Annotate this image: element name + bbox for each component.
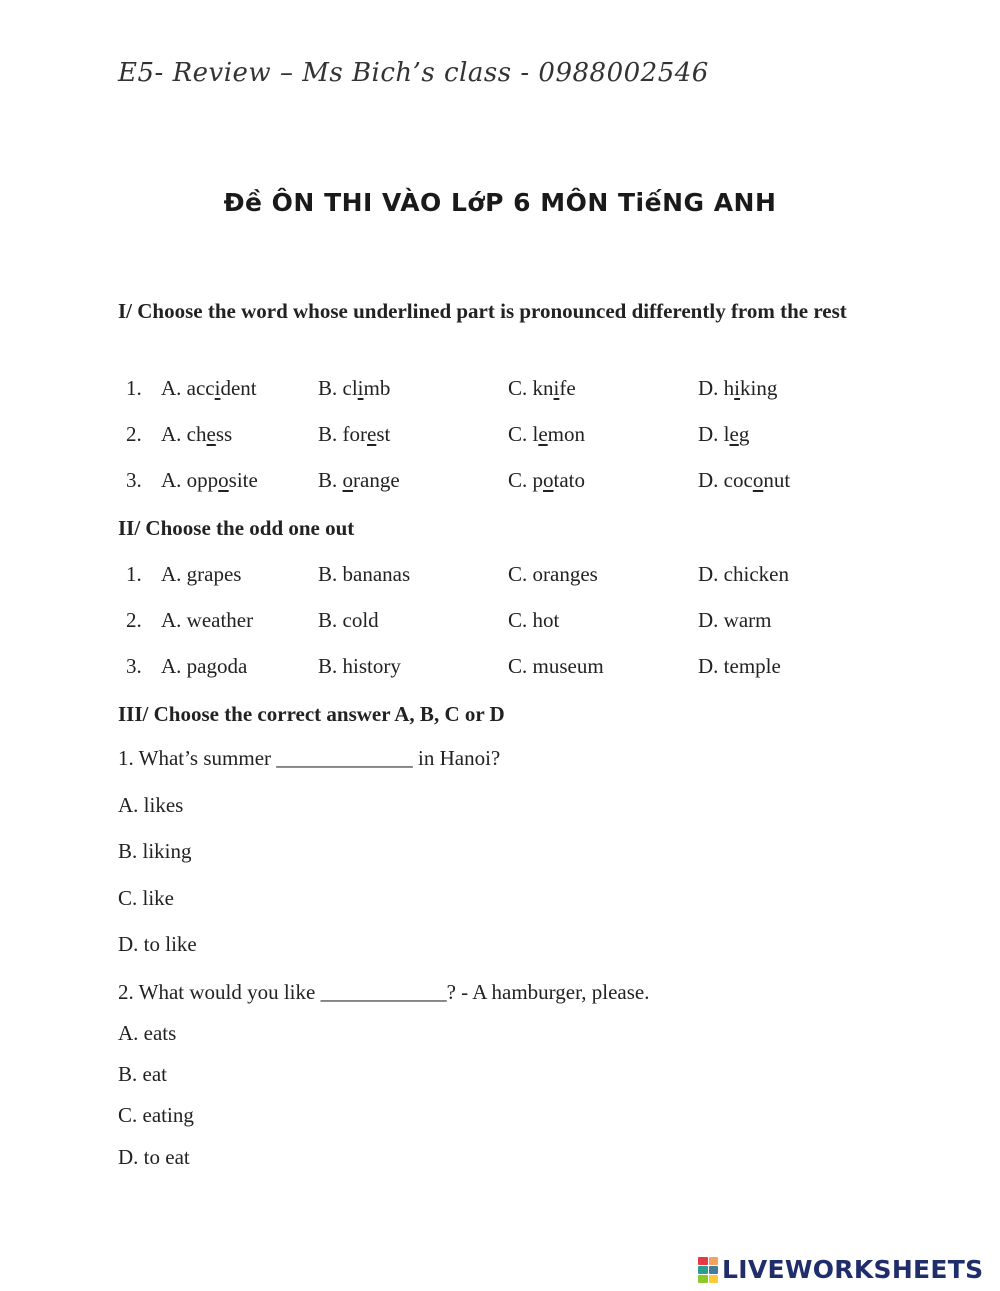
option-d: D. hiking	[698, 376, 778, 400]
liveworksheets-logo	[698, 1255, 983, 1284]
answer-option: B. eat	[118, 1062, 167, 1086]
option-d: D. warm	[698, 608, 772, 632]
header-note: E5- Review – Ms Bich’s class - 0988002546	[118, 58, 709, 88]
option-a: A. weather	[161, 608, 254, 632]
answer-option: B. liking	[118, 839, 192, 863]
option-d: D. chicken	[698, 562, 789, 586]
option-c: C. hot	[508, 608, 560, 632]
option-b: B. climb	[318, 376, 391, 400]
question-number: 2.	[126, 608, 142, 632]
option-b: B. orange	[318, 468, 400, 492]
option-a: A. chess	[161, 422, 233, 446]
option-d: D. temple	[698, 654, 781, 678]
section-3-heading: III/ Choose the correct answer A, B, C or D	[118, 702, 505, 726]
answer-option: A. eats	[118, 1021, 177, 1045]
logo-block	[709, 1257, 719, 1265]
question-number: 1.	[126, 562, 142, 586]
question-number: 3.	[126, 654, 142, 678]
option-c: C. knife	[508, 376, 576, 400]
logo-block	[698, 1257, 708, 1265]
option-b: B. forest	[318, 422, 391, 446]
question-number: 2.	[126, 422, 142, 446]
logo-block	[709, 1266, 719, 1274]
answer-option: C. eating	[118, 1103, 194, 1127]
option-c: C. lemon	[508, 422, 586, 446]
answer-option: D. to eat	[118, 1145, 190, 1169]
option-b: B. cold	[318, 608, 379, 632]
option-a: A. accident	[161, 376, 257, 400]
logo-text: LIVEWORKSHEETS	[722, 1255, 984, 1284]
answer-option: D. to like	[118, 932, 197, 956]
section-1-heading: I/ Choose the word whose underlined part is pronounced differently from the rest	[118, 299, 847, 323]
document-title: Đề ÔN THI VÀO LớP 6 MÔN TiếNG ANH	[223, 188, 777, 217]
question-text: 1. What’s summer _____________ in Hanoi?	[118, 746, 501, 770]
logo-block	[698, 1266, 708, 1274]
option-a: A. pagoda	[161, 654, 248, 678]
option-a: A. opposite	[161, 468, 258, 492]
answer-option: A. likes	[118, 793, 184, 817]
option-c: C. museum	[508, 654, 604, 678]
option-c: C. oranges	[508, 562, 598, 586]
answer-option: C. like	[118, 886, 174, 910]
option-a: A. grapes	[161, 562, 242, 586]
option-c: C. potato	[508, 468, 586, 492]
question-number: 1.	[126, 376, 142, 400]
logo-block	[709, 1275, 719, 1283]
logo-icon	[698, 1257, 718, 1283]
option-d: D. leg	[698, 422, 750, 446]
option-d: D. coconut	[698, 468, 791, 492]
section-2-heading: II/ Choose the odd one out	[118, 516, 355, 540]
logo-block	[698, 1275, 708, 1283]
question-number: 3.	[126, 468, 142, 492]
option-b: B. history	[318, 654, 401, 678]
question-text: 2. What would you like ____________? - A hamburger, please.	[118, 980, 650, 1004]
option-b: B. bananas	[318, 562, 411, 586]
